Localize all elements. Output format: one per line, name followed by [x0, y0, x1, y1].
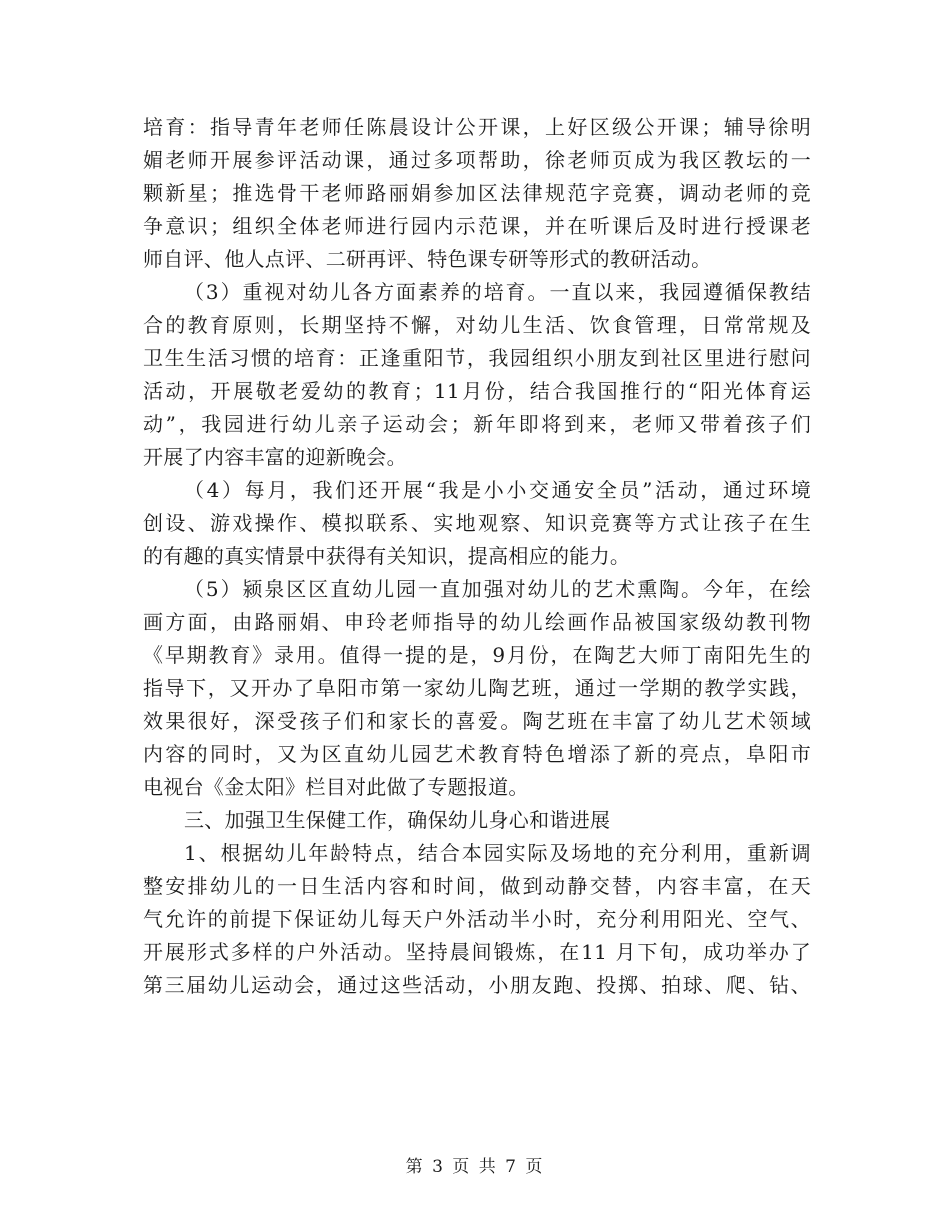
text-line: 第三届幼儿运动会，通过这些活动，小朋友跑、投掷、拍球、爬、钻、: [143, 973, 811, 997]
paragraph-start-line: 1、根据幼儿年龄特点，结合本园实际及场地的充分利用，重新调: [184, 841, 811, 865]
text-line: 合的教育原则，长期坚持不懈，对幼儿生活、饮食管理，日常常规及: [143, 313, 811, 337]
text-line: 的有趣的真实情景中获得有关知识，提高相应的能力。: [143, 544, 631, 568]
text-line: 气允许的前提下保证幼儿每天户外活动半小时，充分利用阳光、空气、: [143, 907, 811, 931]
text-line: 颗新星；推选骨干老师路丽娟参加区法律规范字竞赛，调动老师的竞: [143, 181, 811, 205]
text-line: 卫生生活习惯的培育：正逢重阳节，我园组织小朋友到社区里进行慰问: [143, 346, 811, 370]
text-line: 指导下，又开办了阜阳市第一家幼儿陶艺班，通过一学期的教学实践，: [143, 676, 811, 700]
text-line: 创设、游戏操作、模拟联系、实地观察、知识竞赛等方式让孩子在生: [143, 511, 811, 535]
text-line: 画方面，由路丽娟、申玲老师指导的幼儿绘画作品被国家级幼教刊物: [143, 610, 811, 634]
page-number-footer: 第 3 页 共 7 页: [405, 1157, 545, 1177]
text-line: 《早期教育》录用。值得一提的是，9月份，在陶艺大师丁南阳先生的: [143, 643, 811, 667]
text-line: 整安排幼儿的一日生活内容和时间，做到动静交替，内容丰富，在天: [143, 874, 811, 898]
text-line: 电视台《金太阳》栏目对此做了专题报道。: [143, 775, 529, 799]
text-line: 培育：指导青年老师任陈晨设计公开课，上好区级公开课；辅导徐明: [143, 115, 811, 139]
paragraph-start-line: （3）重视对幼儿各方面素养的培育。一直以来，我园遵循保教结: [184, 280, 811, 304]
text-line: 开展形式多样的户外活动。坚持晨间锻炼，在11 月下旬，成功举办了: [143, 940, 811, 964]
text-line: 媚老师开展参评活动课，通过多项帮助，徐老师页成为我区教坛的一: [143, 148, 811, 172]
body-text: [143, 111, 811, 1002]
text-line: 动”，我园进行幼儿亲子运动会；新年即将到来，老师又带着孩子们: [143, 412, 811, 436]
text-line: 争意识；组织全体老师进行园内示范课，并在听课后及时进行授课老: [143, 214, 811, 238]
text-line: 开展了内容丰富的迎新晚会。: [143, 445, 407, 469]
text-line: 内容的同时，又为区直幼儿园艺术教育特色增添了新的亮点，阜阳市: [143, 742, 811, 766]
text-line: 师自评、他人点评、二研再评、特色课专研等形式的教研活动。: [143, 247, 712, 271]
paragraph-start-line: （5）颍泉区区直幼儿园一直加强对幼儿的艺术熏陶。今年，在绘: [184, 577, 811, 601]
section-heading: 三、加强卫生保健工作，确保幼儿身心和谐进展: [184, 808, 611, 832]
paragraph-start-line: （4）每月，我们还开展“我是小小交通安全员”活动，通过环境: [184, 478, 811, 502]
text-line: 活动，开展敬老爱幼的教育；11月份，结合我国推行的“阳光体育运: [143, 379, 811, 403]
text-line: 效果很好，深受孩子们和家长的喜爱。陶艺班在丰富了幼儿艺术领域: [143, 709, 811, 733]
